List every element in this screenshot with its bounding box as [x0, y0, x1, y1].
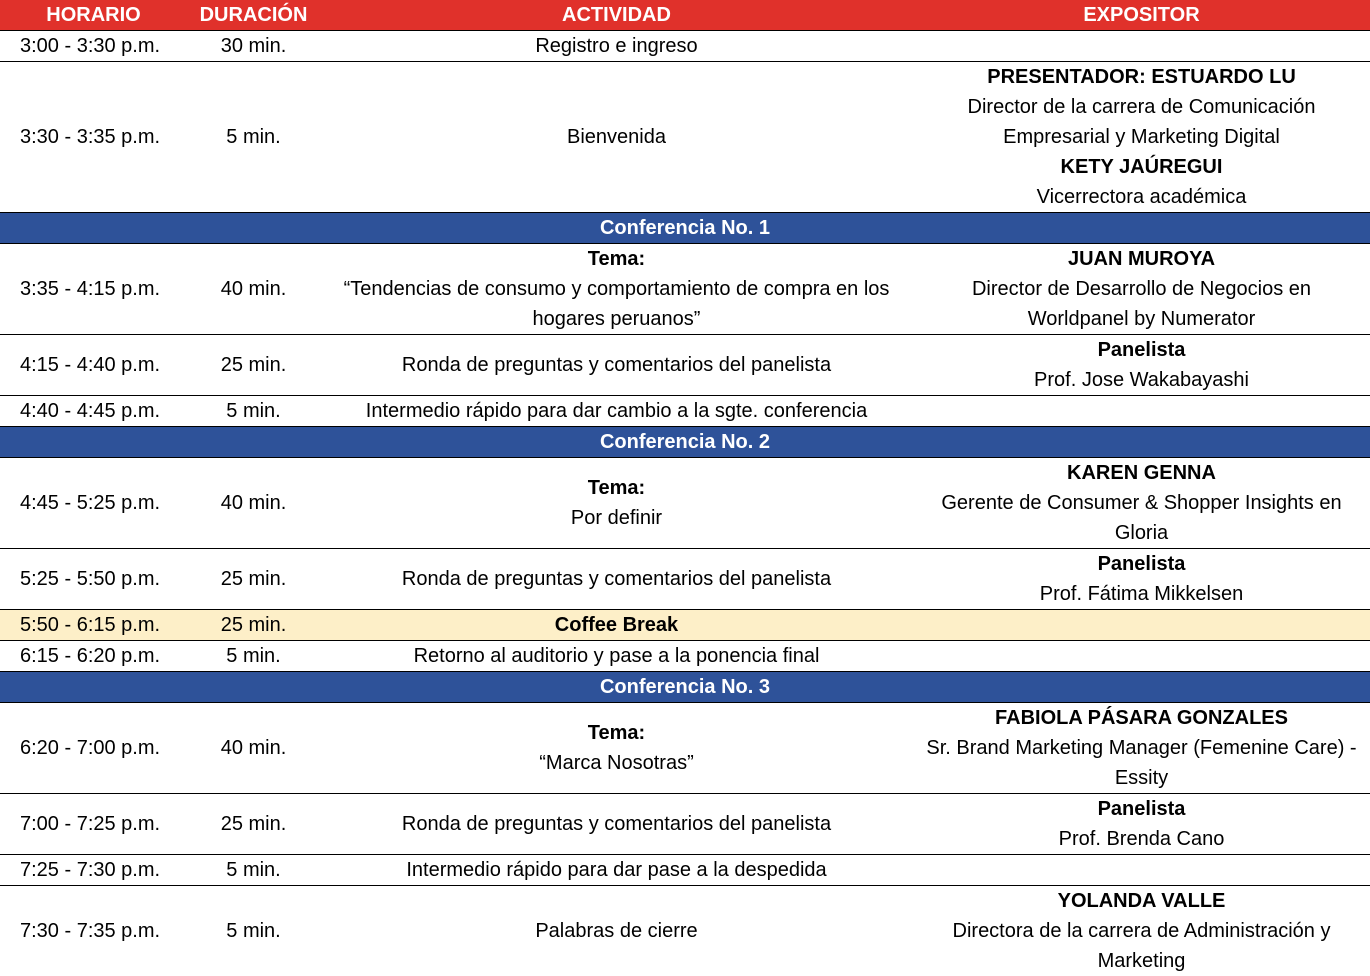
- duration-cell: 25 min.: [187, 549, 320, 610]
- speaker-role: Empresarial y Marketing Digital: [913, 122, 1370, 152]
- speaker-cell: [913, 641, 1370, 672]
- table-row: [0, 549, 1370, 610]
- duration-cell: 25 min.: [187, 794, 320, 855]
- speaker-role: Marketing: [913, 946, 1370, 976]
- table-row: [0, 458, 1370, 549]
- speaker-name: KAREN GENNA: [913, 458, 1370, 488]
- time-cell: 5:50 - 6:15 p.m.: [0, 610, 187, 641]
- speaker-role: Sr. Brand Marketing Manager (Femenine Care) -: [913, 733, 1370, 763]
- header-duracion: DURACIÓN: [187, 0, 320, 31]
- table-row: [0, 335, 1370, 396]
- duration-cell: 5 min.: [187, 396, 320, 427]
- topic-label: Tema:: [320, 718, 913, 748]
- speaker-role: Director de la carrera de Comunicación: [913, 92, 1370, 122]
- topic-text: “Tendencias de consumo y comportamiento de compra en los: [320, 274, 913, 304]
- speaker-cell: [913, 244, 1370, 335]
- activity-cell: [320, 244, 913, 335]
- time-cell: 6:20 - 7:00 p.m.: [0, 703, 187, 794]
- speaker-cell: [913, 794, 1370, 855]
- time-cell: 4:40 - 4:45 p.m.: [0, 396, 187, 427]
- speaker-cell: [913, 396, 1370, 427]
- topic-label: Tema:: [320, 473, 913, 503]
- speaker-cell: [913, 458, 1370, 549]
- speaker-cell: [913, 31, 1370, 62]
- duration-cell: 5 min.: [187, 641, 320, 672]
- speaker-name: PRESENTADOR: ESTUARDO LU: [913, 62, 1370, 92]
- speaker-cell: [913, 610, 1370, 641]
- panelist-label: Panelista: [913, 335, 1370, 365]
- section-title: Conferencia No. 3: [0, 672, 1370, 703]
- speaker-name: KETY JAÚREGUI: [913, 152, 1370, 182]
- speaker-role: Gloria: [913, 518, 1370, 548]
- duration-cell: 25 min.: [187, 335, 320, 396]
- table-row: [0, 244, 1370, 335]
- activity-cell: Bienvenida: [320, 62, 913, 213]
- table-row: [0, 396, 1370, 427]
- time-cell: 3:00 - 3:30 p.m.: [0, 31, 187, 62]
- speaker-name: JUAN MUROYA: [913, 244, 1370, 274]
- time-cell: 6:15 - 6:20 p.m.: [0, 641, 187, 672]
- speaker-cell: [913, 62, 1370, 213]
- duration-cell: 5 min.: [187, 855, 320, 886]
- header-actividad: ACTIVIDAD: [320, 0, 913, 31]
- activity-cell: [320, 458, 913, 549]
- table-row: [0, 794, 1370, 855]
- activity-cell: Ronda de preguntas y comentarios del panelista: [320, 794, 913, 855]
- speaker-cell: [913, 549, 1370, 610]
- table-row: [0, 886, 1370, 976]
- header-expositor: EXPOSITOR: [913, 0, 1370, 31]
- activity-cell: Registro e ingreso: [320, 31, 913, 62]
- speaker-cell: [913, 335, 1370, 396]
- panelist-name: Prof. Jose Wakabayashi: [913, 365, 1370, 395]
- panelist-name: Prof. Fátima Mikkelsen: [913, 579, 1370, 609]
- speaker-cell: [913, 886, 1370, 976]
- header-row: [0, 0, 1370, 31]
- table-row: [0, 62, 1370, 213]
- topic-text: Por definir: [320, 503, 913, 533]
- speaker-name: YOLANDA VALLE: [913, 886, 1370, 916]
- speaker-role: Directora de la carrera de Administración y: [913, 916, 1370, 946]
- time-cell: 4:45 - 5:25 p.m.: [0, 458, 187, 549]
- time-cell: 7:30 - 7:35 p.m.: [0, 886, 187, 976]
- section-row: [0, 672, 1370, 703]
- speaker-role: Vicerrectora académica: [913, 182, 1370, 212]
- time-cell: 7:00 - 7:25 p.m.: [0, 794, 187, 855]
- activity-cell: Intermedio rápido para dar pase a la despedida: [320, 855, 913, 886]
- panelist-name: Prof. Brenda Cano: [913, 824, 1370, 854]
- section-row: [0, 213, 1370, 244]
- activity-cell: Ronda de preguntas y comentarios del panelista: [320, 335, 913, 396]
- table-row: [0, 703, 1370, 794]
- header-horario: HORARIO: [0, 0, 187, 31]
- activity-cell: Intermedio rápido para dar cambio a la sgte. conferencia: [320, 396, 913, 427]
- time-cell: 5:25 - 5:50 p.m.: [0, 549, 187, 610]
- duration-cell: 5 min.: [187, 62, 320, 213]
- duration-cell: 5 min.: [187, 886, 320, 976]
- table-row: [0, 641, 1370, 672]
- duration-cell: 40 min.: [187, 458, 320, 549]
- topic-label: Tema:: [320, 244, 913, 274]
- duration-cell: 40 min.: [187, 703, 320, 794]
- section-title: Conferencia No. 2: [0, 427, 1370, 458]
- section-row: [0, 427, 1370, 458]
- topic-text: “Marca Nosotras”: [320, 748, 913, 778]
- duration-cell: 25 min.: [187, 610, 320, 641]
- speaker-role: Worldpanel by Numerator: [913, 304, 1370, 334]
- time-cell: 3:35 - 4:15 p.m.: [0, 244, 187, 335]
- time-cell: 4:15 - 4:40 p.m.: [0, 335, 187, 396]
- speaker-cell: [913, 703, 1370, 794]
- activity-cell: Retorno al auditorio y pase a la ponencia final: [320, 641, 913, 672]
- time-cell: 3:30 - 3:35 p.m.: [0, 62, 187, 213]
- time-cell: 7:25 - 7:30 p.m.: [0, 855, 187, 886]
- activity-cell: Coffee Break: [320, 610, 913, 641]
- speaker-name: FABIOLA PÁSARA GONZALES: [913, 703, 1370, 733]
- panelist-label: Panelista: [913, 794, 1370, 824]
- speaker-role: Gerente de Consumer & Shopper Insights en: [913, 488, 1370, 518]
- section-title: Conferencia No. 1: [0, 213, 1370, 244]
- duration-cell: 30 min.: [187, 31, 320, 62]
- coffee-break-row: [0, 610, 1370, 641]
- speaker-cell: [913, 855, 1370, 886]
- activity-cell: [320, 703, 913, 794]
- speaker-role: Director de Desarrollo de Negocios en: [913, 274, 1370, 304]
- duration-cell: 40 min.: [187, 244, 320, 335]
- table-row: [0, 855, 1370, 886]
- activity-cell: Ronda de preguntas y comentarios del panelista: [320, 549, 913, 610]
- topic-text: hogares peruanos”: [320, 304, 913, 334]
- activity-cell: Palabras de cierre: [320, 886, 913, 976]
- speaker-role: Essity: [913, 763, 1370, 793]
- panelist-label: Panelista: [913, 549, 1370, 579]
- table-row: [0, 31, 1370, 62]
